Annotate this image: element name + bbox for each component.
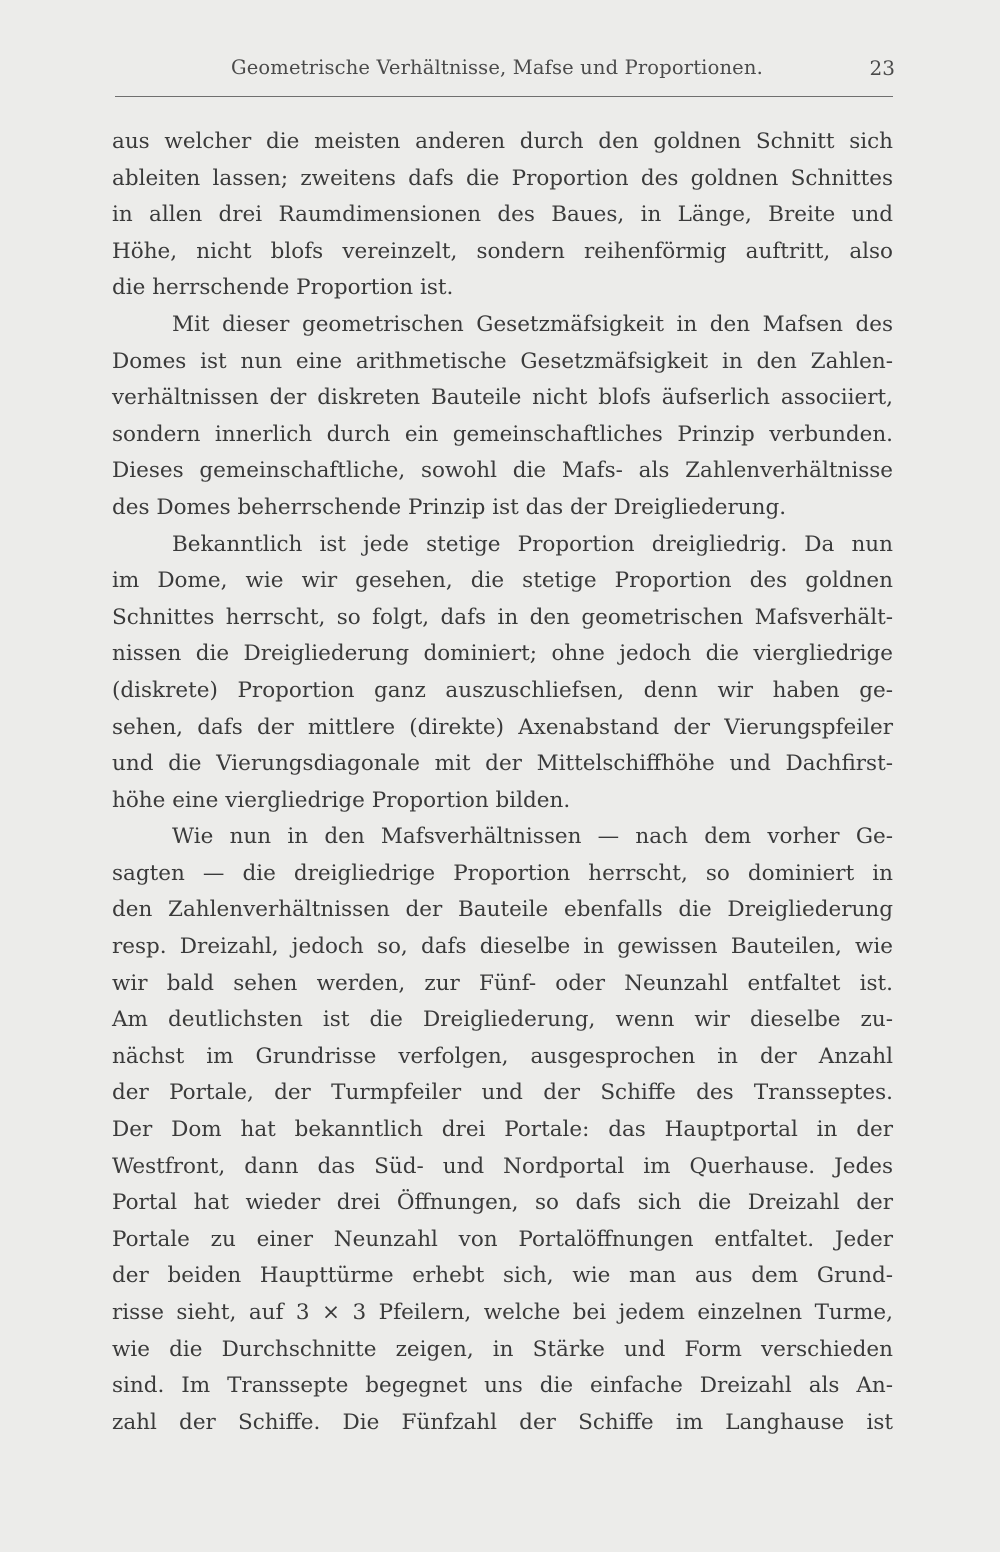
text-line: sehen, dafs der mittlere (direkte) Axenabstand der Vierungspfeiler bbox=[112, 714, 893, 740]
text-line: verhältnissen der diskreten Bauteile nicht blofs äufserlich associiert, bbox=[112, 385, 893, 411]
text-line: sind. Im Transsepte begegnet uns die einfache Dreizahl als An- bbox=[112, 1373, 893, 1399]
text-line: Schnittes herrscht, so folgt, dafs in den geometrischen Mafsverhält- bbox=[112, 604, 893, 630]
body-text bbox=[112, 124, 893, 1441]
text-line: und die Vierungsdiagonale mit der Mittelschiffhöhe und Dachfirst- bbox=[112, 751, 893, 777]
text-line: resp. Dreizahl, jedoch so, dafs dieselbe in gewissen Bauteilen, wie bbox=[112, 934, 893, 960]
text-line: Dieses gemeinschaftliche, sowohl die Mafs- als Zahlenverhältnisse bbox=[112, 458, 893, 484]
text-line: im Dome, wie wir gesehen, die stetige Proportion des goldnen bbox=[112, 568, 893, 594]
page-number: 23 bbox=[869, 56, 895, 80]
text-line: wie die Durchschnitte zeigen, in Stärke und Form verschieden bbox=[112, 1336, 893, 1362]
text-line: wir bald sehen werden, zur Fünf- oder Neunzahl entfaltet ist. bbox=[112, 970, 893, 996]
text-line: der beiden Haupttürme erhebt sich, wie man aus dem Grund- bbox=[112, 1263, 893, 1289]
text-line: Am deutlichsten ist die Dreigliederung, wenn wir dieselbe zu- bbox=[112, 1007, 893, 1033]
text-line: Westfront, dann das Süd- und Nordportal im Querhause. Jedes bbox=[112, 1153, 893, 1179]
text-line: der Portale, der Turmpfeiler und der Schiffe des Transseptes. bbox=[112, 1080, 893, 1106]
text-line: risse sieht, auf 3 × 3 Pfeilern, welche bei jedem einzelnen Turme, bbox=[112, 1300, 893, 1325]
running-header-title: Geometrische Verhältnisse, Mafse und Proportionen. bbox=[231, 56, 763, 79]
header-rule bbox=[115, 96, 893, 97]
text-line: die herrschende Proportion ist. bbox=[112, 275, 454, 301]
text-line: Der Dom hat bekanntlich drei Portale: das Hauptportal in der bbox=[112, 1117, 893, 1143]
text-line: sondern innerlich durch ein gemeinschaftliches Prinzip verbunden. bbox=[112, 421, 893, 447]
text-line: ableiten lassen; zweitens dafs die Proportion des goldnen Schnittes bbox=[112, 165, 893, 191]
text-line: höhe eine viergliedrige Proportion bilden. bbox=[112, 787, 571, 813]
text-line: Höhe, nicht blofs vereinzelt, sondern reihenförmig auftritt, also bbox=[112, 238, 893, 264]
text-line: Wie nun in den Mafsverhältnissen — nach dem vorher Ge- bbox=[172, 824, 893, 850]
text-line: Portale zu einer Neunzahl von Portalöffnungen entfaltet. Jeder bbox=[112, 1226, 893, 1252]
text-line: nissen die Dreigliederung dominiert; ohne jedoch die viergliedrige bbox=[112, 641, 893, 667]
text-line: Mit dieser geometrischen Gesetzmäfsigkeit in den Mafsen des bbox=[172, 311, 893, 337]
text-line: Domes ist nun eine arithmetische Gesetzmäfsigkeit in den Zahlen- bbox=[112, 348, 893, 374]
paragraph bbox=[112, 819, 893, 1441]
text-line: Portal hat wieder drei Öffnungen, so dafs sich die Dreizahl der bbox=[112, 1190, 893, 1216]
text-line: des Domes beherrschende Prinzip ist das der Dreigliederung. bbox=[112, 494, 787, 520]
running-header bbox=[115, 56, 895, 92]
paragraph bbox=[112, 124, 893, 307]
text-line: den Zahlenverhältnissen der Bauteile ebenfalls die Dreigliederung bbox=[112, 897, 893, 923]
text-line: nächst im Grundrisse verfolgen, ausgesprochen in der Anzahl bbox=[112, 1043, 893, 1069]
paragraph bbox=[112, 527, 893, 820]
text-line: sagten — die dreigliedrige Proportion herrscht, so dominiert in bbox=[112, 860, 893, 886]
text-line: Bekanntlich ist jede stetige Proportion dreigliedrig. Da nun bbox=[172, 531, 893, 557]
text-line: (diskrete) Proportion ganz auszuschliefsen, denn wir haben ge- bbox=[112, 677, 893, 703]
text-line: in allen drei Raumdimensionen des Baues, in Länge, Breite und bbox=[112, 202, 893, 228]
text-line: aus welcher die meisten anderen durch den goldnen Schnitt sich bbox=[112, 129, 893, 154]
paragraph bbox=[112, 307, 893, 527]
text-line: zahl der Schiffe. Die Fünfzahl der Schiffe im Langhause ist bbox=[112, 1409, 893, 1435]
